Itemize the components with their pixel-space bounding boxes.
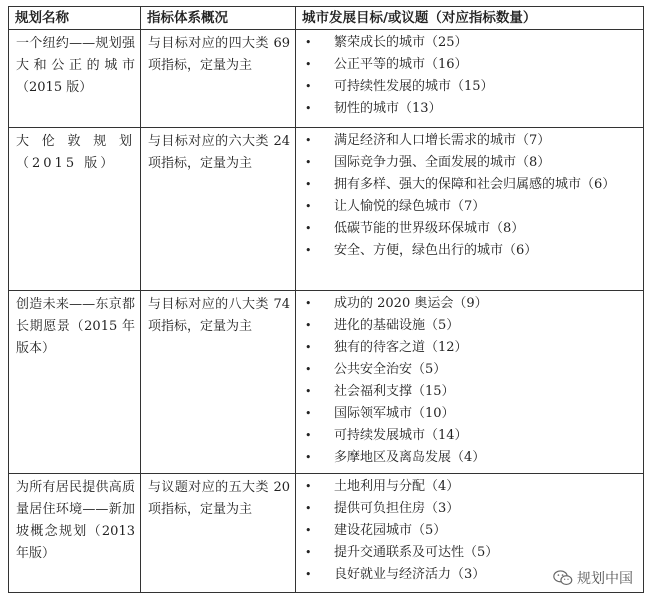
goals-cell xyxy=(296,30,644,128)
wechat-icon xyxy=(553,569,573,587)
goal-list xyxy=(296,30,643,120)
goal-item xyxy=(296,240,639,262)
goal-item xyxy=(296,76,639,98)
goals-cell xyxy=(296,291,644,474)
goal-item xyxy=(296,152,639,174)
goal-text: 低碳节能的世界级环保城市（8） xyxy=(334,221,525,236)
goal-text: 公共安全治安（5） xyxy=(334,362,447,377)
goal-text: 国际竞争力强、全面发展的城市（8） xyxy=(334,155,551,170)
bullet-icon: • xyxy=(305,134,312,147)
bullet-icon: • xyxy=(305,178,312,191)
watermark xyxy=(551,567,635,589)
goal-text: 可持续发展城市（14） xyxy=(334,428,468,443)
plans-indicator-table xyxy=(8,6,644,593)
bullet-icon: • xyxy=(305,524,312,537)
plan-name: 大伦敦规划（2015 版） xyxy=(16,134,135,171)
goal-list xyxy=(296,128,643,262)
overview-cell xyxy=(141,291,296,474)
bullet-icon: • xyxy=(305,480,312,493)
watermark-text: 规划中国 xyxy=(577,571,633,587)
bullet-icon: • xyxy=(305,546,312,559)
overview-cell xyxy=(141,128,296,291)
bullet-icon: • xyxy=(305,319,312,332)
goal-item xyxy=(296,174,639,196)
goal-item xyxy=(296,337,639,359)
table-row xyxy=(9,474,644,593)
goal-item xyxy=(296,293,639,315)
plan-name: 一个纽约——规划强大和公正的城市（2015 版） xyxy=(16,36,135,95)
goal-item xyxy=(296,359,639,381)
bullet-icon: • xyxy=(305,502,312,515)
overview-cell xyxy=(141,474,296,593)
goal-text: 韧性的城市（13） xyxy=(334,101,442,116)
goal-list xyxy=(296,291,643,469)
goal-text: 良好就业与经济活力（3） xyxy=(334,567,486,582)
goal-text: 土地利用与分配（4） xyxy=(334,479,460,494)
goal-item xyxy=(296,315,639,337)
bullet-icon: • xyxy=(305,297,312,310)
goal-item xyxy=(296,130,639,152)
goal-text: 可持续性发展的城市（15） xyxy=(334,79,494,94)
goal-item xyxy=(296,54,639,76)
goal-text: 多摩地区及离岛发展（4） xyxy=(334,450,486,465)
bullet-icon: • xyxy=(305,363,312,376)
bullet-icon: • xyxy=(305,156,312,169)
goal-text: 公正平等的城市（16） xyxy=(334,57,468,72)
header-city-goals: 城市发展目标/或议题（对应指标数量） xyxy=(296,7,644,30)
indicator-overview: 与议题对应的五大类 20 项指标，定量为主 xyxy=(148,480,290,517)
goal-text: 社会福利支撑（15） xyxy=(334,384,455,399)
bullet-icon: • xyxy=(305,451,312,464)
plan-name-cell xyxy=(9,30,141,128)
bullet-icon: • xyxy=(305,58,312,71)
goal-item xyxy=(296,98,639,120)
goal-item xyxy=(296,498,639,520)
goal-text: 成功的 2020 奥运会（9） xyxy=(334,296,488,311)
plan-name-cell xyxy=(9,291,141,474)
bullet-icon: • xyxy=(305,80,312,93)
indicator-overview: 与目标对应的六大类 24 项指标，定量为主 xyxy=(148,134,290,171)
goal-text: 提供可负担住房（3） xyxy=(334,501,460,516)
goal-item xyxy=(296,403,639,425)
goal-item xyxy=(296,381,639,403)
goal-text: 繁荣成长的城市（25） xyxy=(334,35,468,50)
goal-text: 建设花园城市（5） xyxy=(334,523,447,538)
goal-item xyxy=(296,542,639,564)
goal-text: 拥有多样、强大的保障和社会归属感的城市（6） xyxy=(334,177,616,192)
goals-cell xyxy=(296,128,644,291)
bullet-icon: • xyxy=(305,244,312,257)
goal-item xyxy=(296,218,639,240)
bullet-icon: • xyxy=(305,341,312,354)
table-header-row xyxy=(9,7,644,30)
goal-text: 提升交通联系及可达性（5） xyxy=(334,545,499,560)
plan-name: 创造未来——东京都长期愿景（2015 年版本） xyxy=(16,297,135,356)
goal-item xyxy=(296,32,639,54)
bullet-icon: • xyxy=(305,222,312,235)
bullet-icon: • xyxy=(305,385,312,398)
plan-name-cell xyxy=(9,474,141,593)
goal-text: 满足经济和人口增长需求的城市（7） xyxy=(334,133,551,148)
header-plan-name: 规划名称 xyxy=(9,7,141,30)
goal-item xyxy=(296,476,639,498)
indicator-overview: 与目标对应的八大类 74 项指标，定量为主 xyxy=(148,297,290,334)
bullet-icon: • xyxy=(305,429,312,442)
goal-text: 安全、方便，绿色出行的城市（6） xyxy=(334,243,538,258)
table-row xyxy=(9,291,644,474)
table-row xyxy=(9,128,644,291)
goal-item xyxy=(296,196,639,218)
goal-text: 让人愉悦的绿色城市（7） xyxy=(334,199,486,214)
bullet-icon: • xyxy=(305,407,312,420)
goal-text: 进化的基础设施（5） xyxy=(334,318,460,333)
indicator-overview: 与目标对应的四大类 69 项指标，定量为主 xyxy=(148,36,290,73)
goal-item xyxy=(296,520,639,542)
bullet-icon: • xyxy=(305,36,312,49)
goal-text: 国际领军城市（10） xyxy=(334,406,455,421)
overview-cell xyxy=(141,30,296,128)
goal-item xyxy=(296,425,639,447)
bullet-icon: • xyxy=(305,200,312,213)
goal-text: 独有的待客之道（12） xyxy=(334,340,468,355)
table-row xyxy=(9,30,644,128)
goal-item xyxy=(296,447,639,469)
header-indicator-overview: 指标体系概况 xyxy=(141,7,296,30)
bullet-icon: • xyxy=(305,568,312,581)
plan-name: 为所有居民提供高质量居住环境——新加坡概念规划（2013 年版） xyxy=(16,480,135,561)
bullet-icon: • xyxy=(305,102,312,115)
plan-name-cell xyxy=(9,128,141,291)
